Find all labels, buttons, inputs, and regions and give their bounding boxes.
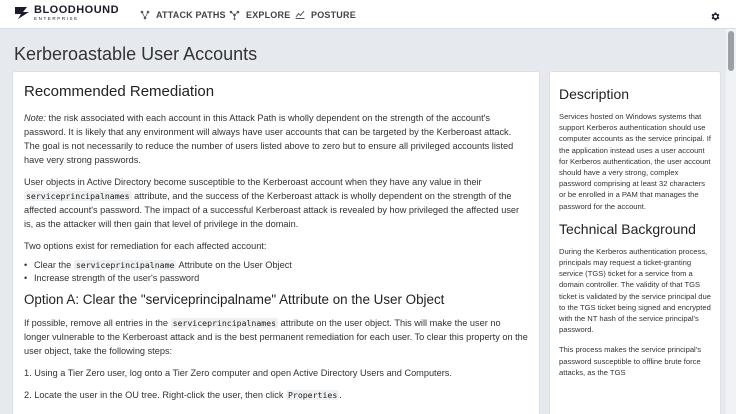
attack-paths-icon — [140, 10, 150, 20]
remediation-paragraph-3: Two options exist for remediation for each affected account: — [24, 241, 267, 251]
nav-attack-paths[interactable] — [140, 0, 226, 29]
note-label: Note: — [24, 113, 46, 123]
description-text: Services hosted on Windows systems that support Kerberos authentication should use computer accounts as the service principal. If the application instead uses a user account for Kerberos authentication, the user account should have a very strong, complex password comprising at least 32 characters or be enrolled in a PAM that manages the password for the account. — [559, 112, 711, 211]
p4-text-b: attribute on the user object. This will make the user no longer vulnerable to the Kerberoast attack and is the best permanent remediation for each user. To clear this property on the user object, take the following steps: — [24, 318, 528, 356]
bloodhound-logo-icon — [14, 6, 30, 20]
remediation-paragraph-2 — [24, 175, 528, 231]
technical-background-paragraph-2: This process makes the service principal's password susceptible to offline brute force attacks, as the TGS — [559, 345, 701, 377]
top-navigation-bar — [0, 0, 736, 29]
technical-background-heading: Technical Background — [559, 220, 696, 237]
note-text: the risk associated with each account in this Attack Path is wholly dependent on the strength of the account's password. It is likely that any environment will always have user accounts that can be targeted by the Kerberoast attack. The goal is not necessarily to reduce the number of users listed above to zero but to ensure all privileged accounts listed have very strong passwords. — [24, 113, 514, 165]
step-1: 1. Using a Tier Zero user, log onto a Tier Zero computer and open Active Directory Users and Computers. — [24, 368, 452, 378]
p4-text-a: If possible, remove all entries in the — [24, 318, 171, 328]
list-item — [24, 259, 528, 272]
app-name: BLOODHOUND — [34, 4, 120, 16]
remediation-note — [24, 111, 528, 167]
step2-text-a: 2. Locate the user in the OU tree. Right-click the user, then click — [24, 390, 286, 400]
step-2 — [24, 388, 528, 402]
remediation-options-list — [24, 259, 528, 285]
nav-explore-label: EXPLORE — [246, 9, 291, 20]
remediation-panel — [12, 71, 540, 414]
remediation-heading: Recommended Remediation — [24, 83, 215, 100]
p2-text-b: attribute, and the success of the Kerberoast attack is wholly dependent on the strength of the affected account's password. The impact of a successful Kerberoast attack is revealed by how privileged the affected user is, as the attacker will then gain that level of privilege in the domain. — [24, 191, 520, 229]
option1-text-a: Clear the — [34, 260, 74, 270]
description-heading: Description — [559, 86, 630, 102]
scrollbar-thumb[interactable] — [728, 31, 734, 71]
posture-icon — [295, 10, 305, 19]
option-a-heading: Option A: Clear the "serviceprincipalname" Attribute on the User Object — [24, 292, 445, 307]
app-edition: ENTERPRISE — [34, 16, 79, 21]
page-scrollbar[interactable] — [726, 29, 736, 414]
p2-text-a: User objects in Active Directory become susceptible to the Kerberoast account when they have any value in their — [24, 177, 482, 187]
app-logo[interactable] — [14, 5, 119, 22]
inline-code: serviceprincipalnames — [172, 318, 277, 328]
gear-icon — [710, 11, 721, 22]
inline-code: serviceprincipalnames — [26, 191, 130, 201]
explore-icon — [229, 10, 240, 20]
description-panel — [549, 71, 721, 414]
nav-posture-label: POSTURE — [311, 9, 356, 20]
option1-text-b: Attribute on the User Object — [176, 260, 292, 270]
list-item: • Increase strength of the user's password — [24, 272, 528, 285]
page-title: Kerberoastable User Accounts — [14, 44, 258, 64]
option-a-paragraph — [24, 316, 528, 358]
inline-code: Properties — [287, 390, 338, 400]
nav-explore[interactable] — [229, 0, 290, 29]
nav-attack-paths-label: ATTACK PATHS — [156, 9, 226, 20]
nav-posture[interactable] — [295, 0, 356, 29]
settings-button[interactable] — [710, 9, 721, 27]
inline-code: serviceprincipalname — [75, 260, 175, 270]
step2-text-b: . — [339, 390, 342, 400]
technical-background-paragraph-1: During the Kerberos authentication process, principals may request a ticket-granting service (TGS) ticket for a service from a domain controller. The validity of that TGS ticket is validated by the service principal due to the TGS ticket being signed and encrypted with the NT hash of the service principal's password. — [559, 246, 711, 335]
